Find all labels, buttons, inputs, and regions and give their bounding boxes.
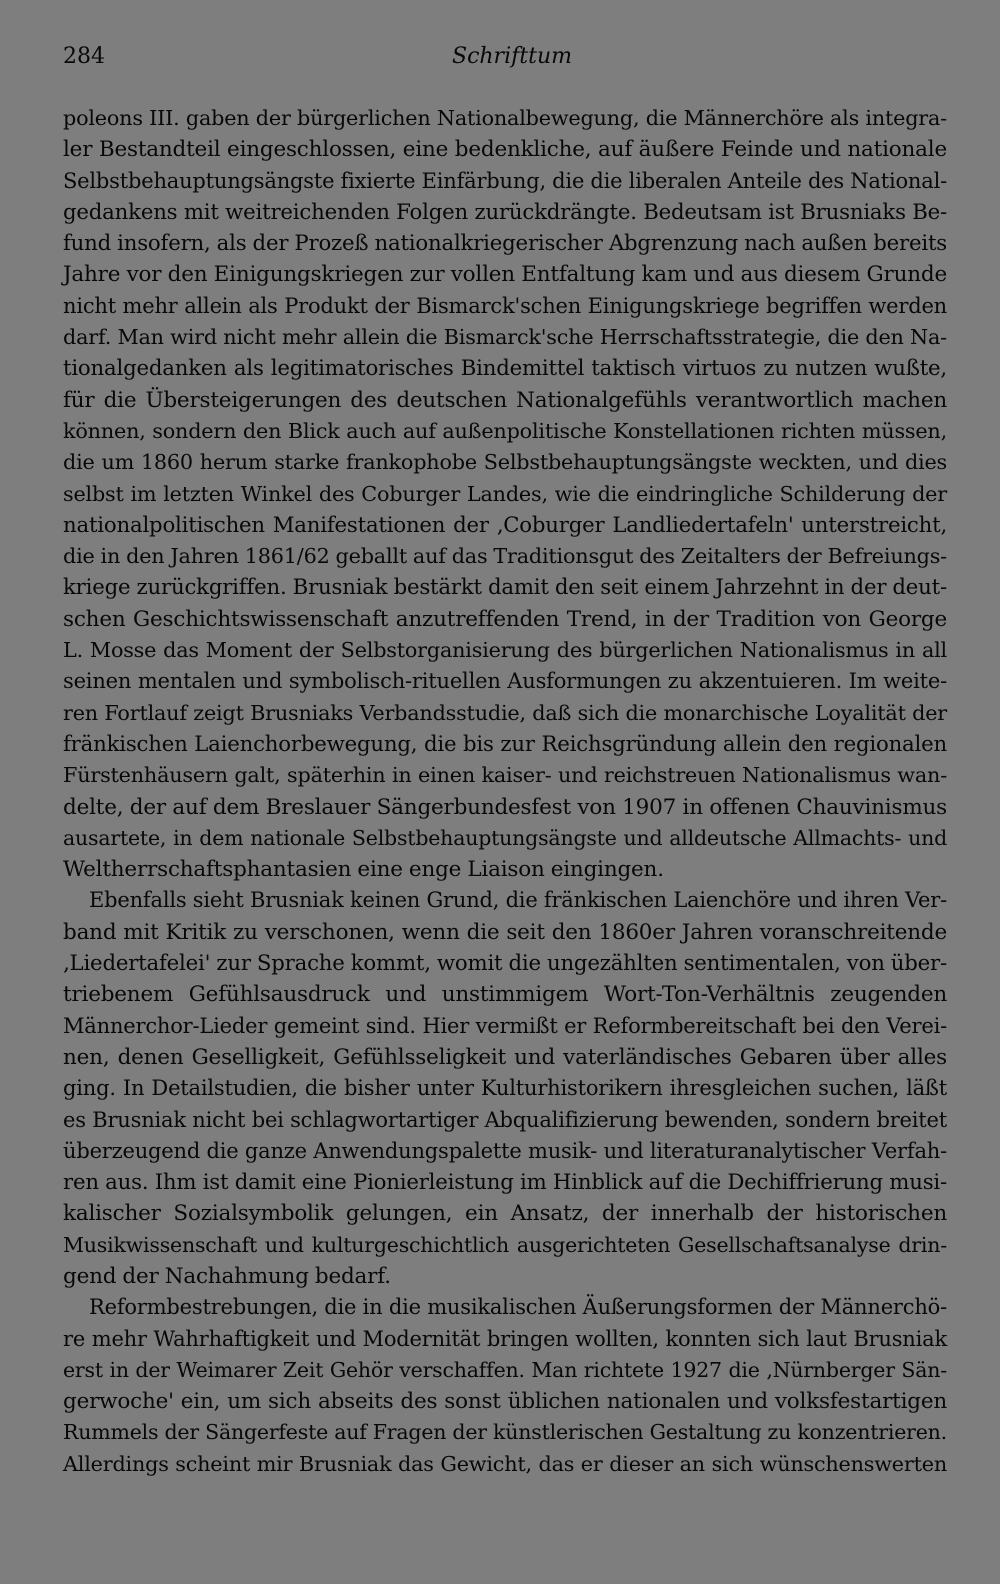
- text-line: Fürstenhäusern galt, späterhin in einen kaiser- und reichstreuen Nationalismus wan-: [63, 763, 947, 788]
- paragraph-start-line: Reformbestrebungen, die in die musikalischen Äußerungsformen der Männerchö-: [89, 1295, 947, 1320]
- text-line: Männerchor-Lieder gemeint sind. Hier vermißt er Reformbereitschaft bei den Verei-: [63, 1013, 947, 1038]
- text-line: ren Fortlauf zeigt Brusniaks Verbandsstudie, daß sich die monarchische Loyalität der: [63, 700, 947, 725]
- text-line: ausartete, in dem nationale Selbstbehauptungsängste und alldeutsche Allmachts- und: [63, 825, 947, 850]
- text-line: es Brusniak nicht bei schlagwortartiger Abqualifizierung bewenden, sondern breitet: [63, 1107, 947, 1132]
- text-line: re mehr Wahrhaftigkeit und Modernität bringen wollten, konnten sich laut Brusniak: [63, 1326, 947, 1351]
- text-line: Selbstbehauptungsängste fixierte Einfärbung, die die liberalen Anteile des National-: [63, 168, 947, 193]
- body-text: [63, 103, 947, 1480]
- paragraph-start-line: Ebenfalls sieht Brusniak keinen Grund, die fränkischen Laienchöre und ihren Ver-: [89, 888, 947, 913]
- text-line: L. Mosse das Moment der Selbstorganisierung des bürgerlichen Nationalismus in all: [63, 638, 947, 663]
- text-line: tionalgedanken als legitimatorisches Bindemittel taktisch virtuos zu nutzen wußte,: [63, 356, 947, 382]
- text-line: gedankens mit weitreichenden Folgen zurückdrängte. Bedeutsam ist Brusniaks Be-: [63, 199, 947, 225]
- paragraph-end-line: gend der Nachahmung bedarf.: [63, 1263, 391, 1289]
- text-line: für die Übersteigerungen des deutschen Nationalgefühls verantwortlich machen: [63, 387, 947, 413]
- text-line: selbst im letzten Winkel des Coburger Landes, wie die eindringliche Schilderung der: [63, 481, 947, 506]
- text-line: ler Bestandteil eingeschlossen, eine bedenkliche, auf äußere Feinde und nationale: [63, 137, 947, 163]
- text-line: darf. Man wird nicht mehr allein die Bismarck'sche Herrschaftsstrategie, die den Na-: [63, 325, 947, 350]
- text-line: ren aus. Ihm ist damit eine Pionierleistung im Hinblick auf die Dechiffrierung musi-: [63, 1170, 947, 1196]
- text-line: fund insofern, als der Prozeß nationalkriegerischer Abgrenzung nach außen bereits: [63, 231, 947, 257]
- text-line: Allerdings scheint mir Brusniak das Gewicht, das er dieser an sich wünschenswerten: [63, 1451, 947, 1476]
- paragraph-end-line: Weltherrschaftsphantasien eine enge Liaison eingingen.: [63, 857, 664, 883]
- text-line: seinen mentalen und symbolisch-rituellen Ausformungen zu akzentuieren. Im weite-: [63, 669, 947, 694]
- text-line: können, sondern den Blick auch auf außenpolitische Konstellationen richten müssen,: [63, 418, 947, 443]
- running-head: Schrifttum: [452, 44, 572, 69]
- text-line: erst in der Weimarer Zeit Gehör verschaffen. Man richtete 1927 die ‚Nürnberger Sän-: [63, 1357, 947, 1382]
- text-line: delte, der auf dem Breslauer Sängerbundesfest von 1907 in offenen Chauvinismus: [63, 794, 947, 820]
- text-line: überzeugend die ganze Anwendungspalette musik- und literaturanalytischer Verfah-: [63, 1138, 947, 1163]
- text-line: nicht mehr allein als Produkt der Bismarck'schen Einigungskriege begriffen werden: [63, 293, 947, 318]
- text-line: ‚Liedertafelei' zur Sprache kommt, womit die ungezählten sentimentalen, von über-: [63, 951, 947, 977]
- text-line: ging. In Detailstudien, die bisher unter Kulturhistorikern ihresgleichen suchen, läßt: [63, 1076, 947, 1101]
- text-line: nen, denen Geselligkeit, Gefühlsseligkeit und vaterländisches Gebaren über alles: [63, 1044, 947, 1070]
- text-line: fränkischen Laienchorbewegung, die bis zur Reichsgründung allein den regionalen: [63, 731, 947, 757]
- text-line: kriege zurückgriffen. Brusniak bestärkt damit den seit einem Jahrzehnt in der deut-: [63, 575, 947, 601]
- text-line: Jahre vor den Einigungskriegen zur vollen Entfaltung kam und aus diesem Grunde: [63, 262, 947, 288]
- text-line: triebenem Gefühlsausdruck und unstimmigem Wort-Ton-Verhältnis zeugenden: [63, 982, 947, 1008]
- page-header: [63, 40, 947, 80]
- text-line: nationalpolitischen Manifestationen der ‚Coburger Landliedertafeln' unterstreicht,: [63, 512, 947, 538]
- text-line: gerwoche' ein, um sich abseits des sonst üblichen nationalen und volksfestartigen: [63, 1389, 947, 1415]
- text-line: schen Geschichtswissenschaft anzutreffenden Trend, in der Tradition von George: [63, 606, 947, 632]
- text-line: Rummels der Sängerfeste auf Fragen der künstlerischen Gestaltung zu konzentrieren.: [63, 1420, 947, 1445]
- text-line: kalischer Sozialsymbolik gelungen, ein Ansatz, der innerhalb der historischen: [63, 1201, 947, 1227]
- text-line: Musikwissenschaft und kulturgeschichtlich ausgerichteten Gesellschaftsanalyse drin-: [63, 1232, 947, 1257]
- text-line: poleons III. gaben der bürgerlichen Nationalbewegung, die Männerchöre als integra-: [63, 106, 947, 130]
- page-number: 284: [63, 44, 105, 69]
- text-line: die in den Jahren 1861/62 geballt auf das Traditionsgut des Zeitalters der Befreiungs-: [63, 544, 947, 569]
- text-line: band mit Kritik zu verschonen, wenn die seit den 1860er Jahren voranschreitende: [63, 919, 947, 945]
- text-line: die um 1860 herum starke frankophobe Selbstbehauptungsängste weckten, und dies: [63, 450, 947, 475]
